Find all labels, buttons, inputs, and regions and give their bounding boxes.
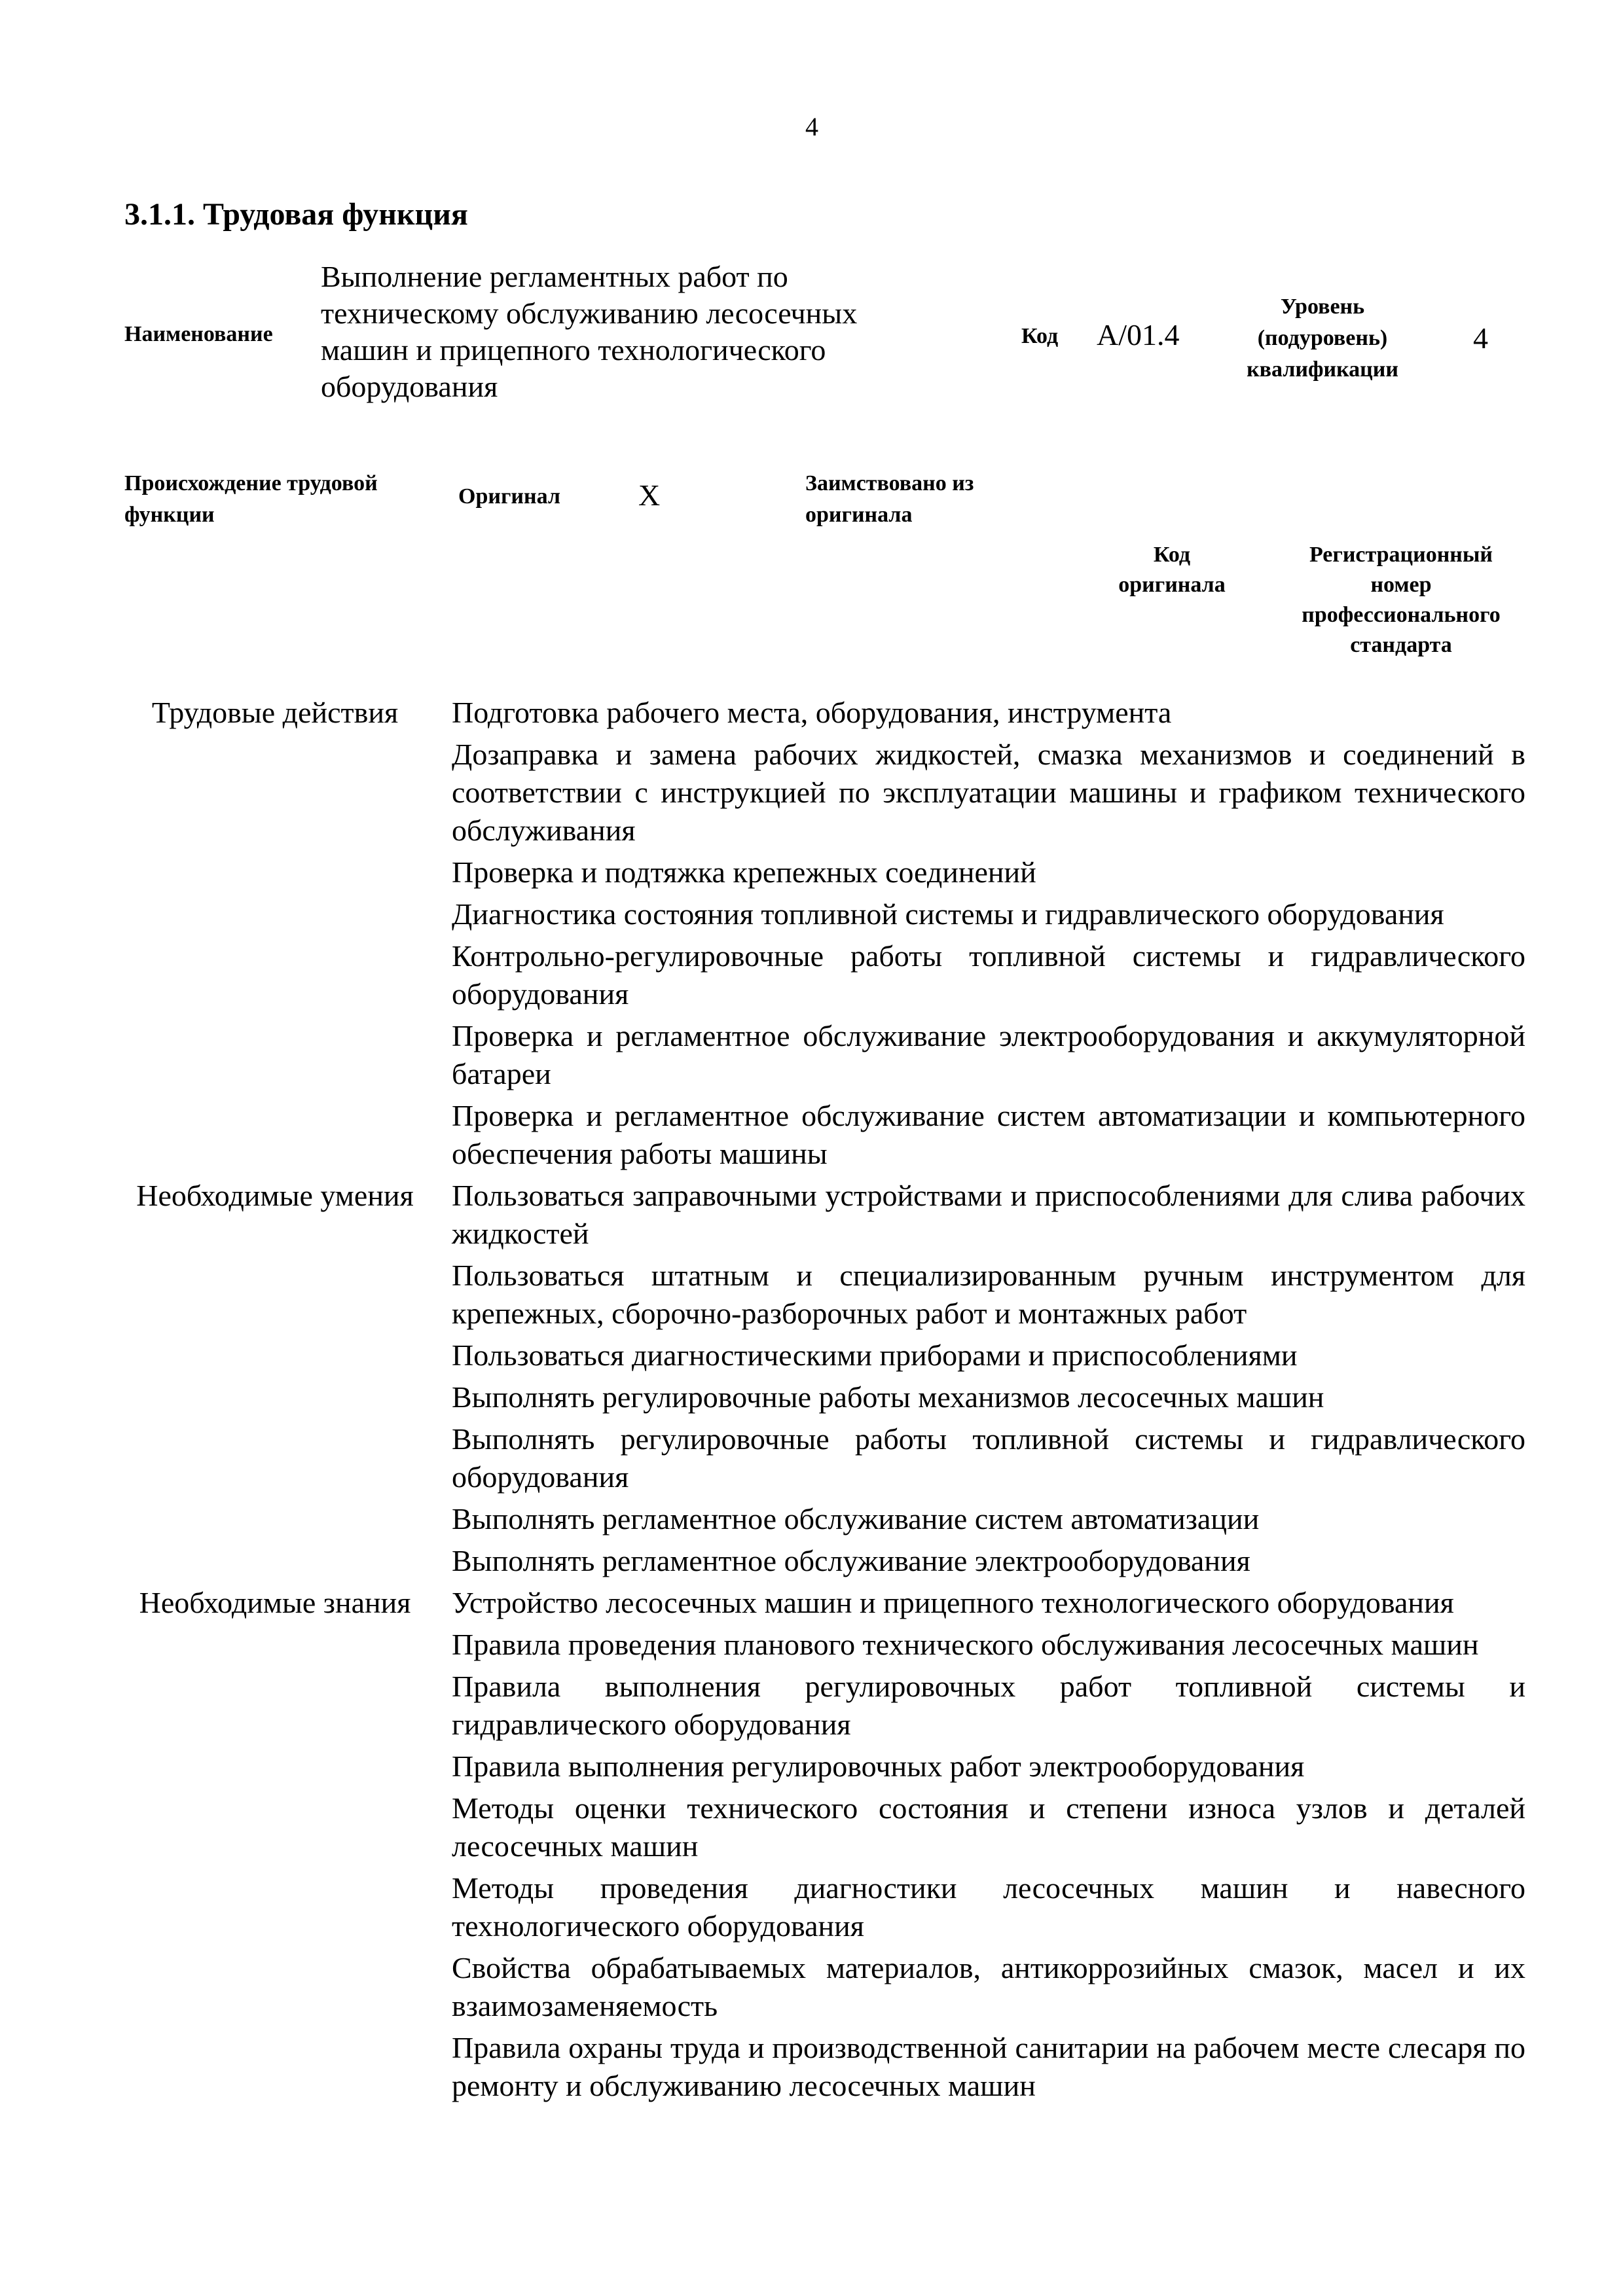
list-item: Выполнять регулировочные работы топливной системы и гидравлического оборудования	[452, 1422, 1525, 1494]
required-knowledge-list	[452, 1584, 1525, 2109]
section-title-required-knowledge: Необходимые знания	[139, 1586, 411, 1619]
original-label: Оригинал	[458, 484, 560, 509]
list-item: Правила проведения планового технического обслуживания лесосечных машин	[452, 1628, 1479, 1661]
list-item: Пользоваться диагностическими приборами и приспособлениями	[452, 1338, 1298, 1372]
section-title: 3.1.1. Трудовая функция	[124, 197, 468, 232]
list-item: Пользоваться заправочными устройствами и приспособлениями для слива рабочих жидкостей	[452, 1179, 1525, 1250]
list-item: Правила охраны труда и производственной санитарии на рабочем месте слесаря по ремонту и обслуживанию лесосечных машин	[452, 2031, 1525, 2102]
function-name: Выполнение регламентных работ по техническому обслуживанию лесосечных машин и прицепного технологического оборудования	[321, 260, 858, 403]
list-item: Контрольно-регулировочные работы топливной системы и гидравлического оборудования	[452, 939, 1525, 1011]
list-item: Выполнять регулировочные работы механизмов лесосечных машин	[452, 1380, 1324, 1414]
list-item: Пользоваться штатным и специализированным ручным инструментом для крепежных, сборочно-разборочных работ и монтажных работ	[452, 1259, 1525, 1330]
list-item: Дозаправка и замена рабочих жидкостей, смазка механизмов и соединений в соответствии с инструкцией по эксплуатации машины и графиком технического обслуживания	[452, 738, 1525, 847]
list-item: Диагностика состояния топливной системы и гидравлического оборудования	[452, 897, 1444, 931]
code-value: A/01.4	[1097, 318, 1180, 351]
original-mark: X	[638, 478, 661, 512]
labor-actions-list	[452, 694, 1525, 1177]
list-item: Проверка и регламентное обслуживание электрооборудования и аккумуляторной батареи	[452, 1019, 1525, 1090]
list-item: Методы проведения диагностики лесосечных машин и навесного технологического оборудования	[452, 1871, 1525, 1943]
section-required-skills	[98, 1177, 1525, 1584]
section-labor-actions	[98, 694, 1525, 1177]
level-value: 4	[1473, 321, 1488, 355]
list-item: Методы оценки технического состояния и степени износа узлов и деталей лесосечных машин	[452, 1791, 1525, 1863]
list-item: Правила выполнения регулировочных работ электрооборудования	[452, 1749, 1305, 1783]
name-label: Наименование	[124, 322, 273, 346]
function-table	[98, 694, 1525, 2109]
list-item: Выполнять регламентное обслуживание электрооборудования	[452, 1544, 1250, 1577]
code-label: Код	[1021, 324, 1059, 348]
section-title-labor-actions: Трудовые действия	[151, 696, 399, 729]
list-item: Свойства обрабатываемых материалов, антикоррозийных смазок, масел и их взаимозаменяемость	[452, 1951, 1525, 2022]
list-item: Подготовка рабочего места, оборудования, инструмента	[452, 696, 1172, 729]
list-item: Устройство лесосечных машин и прицепного технологического оборудования	[452, 1586, 1454, 1619]
required-skills-list	[452, 1177, 1525, 1584]
list-item: Проверка и регламентное обслуживание систем автоматизации и компьютерного обеспечения работы машины	[452, 1099, 1525, 1170]
origin-code-label: Код оригинала	[1118, 543, 1226, 597]
section-required-knowledge	[98, 1584, 1525, 2109]
page-number: 4	[805, 112, 818, 141]
borrowed-label: Заимствовано из оригинала	[805, 471, 974, 527]
list-item: Проверка и подтяжка крепежных соединений	[452, 855, 1036, 889]
list-item: Выполнять регламентное обслуживание систем автоматизации	[452, 1502, 1260, 1535]
section-title-required-skills: Необходимые умения	[136, 1179, 414, 1212]
level-label: Уровень (подуровень) квалификации	[1247, 295, 1398, 382]
reg-number-label: Регистрационный номер профессионального стандарта	[1302, 543, 1501, 657]
origin-label: Происхождение трудовой функции	[124, 471, 378, 527]
list-item: Правила выполнения регулировочных работ топливной системы и гидравлического оборудования	[452, 1670, 1525, 1741]
